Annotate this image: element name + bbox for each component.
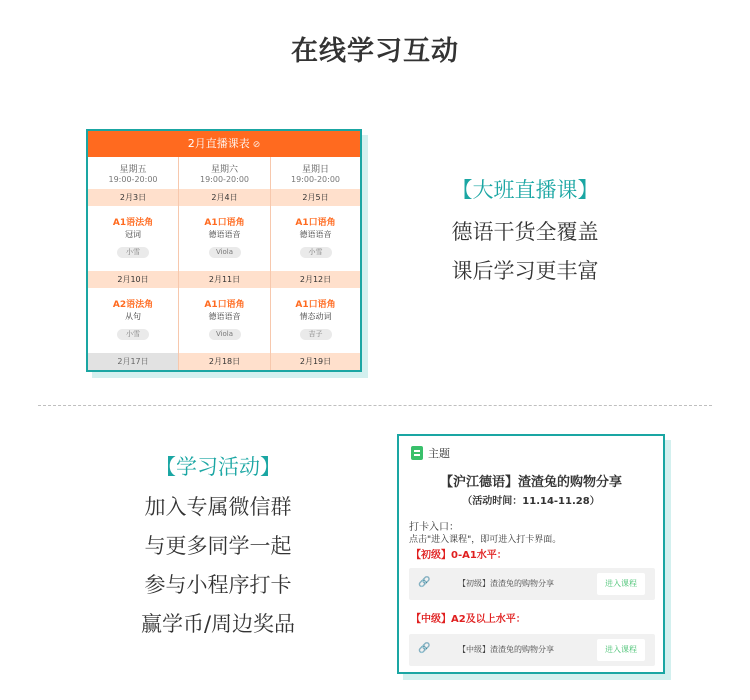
theme-label: 主题 bbox=[428, 447, 450, 460]
date-label: 2月10日 bbox=[88, 271, 178, 288]
course-name[interactable]: A1口语角 bbox=[204, 300, 245, 310]
big-class-block bbox=[420, 175, 630, 291]
big-class-line: 课后学习更丰富 bbox=[451, 259, 599, 283]
course-name[interactable]: A1口语角 bbox=[204, 218, 245, 228]
date-label: 2月5日 bbox=[271, 189, 360, 206]
day-time: 19:00-20:00 bbox=[108, 175, 158, 184]
note-icon bbox=[411, 446, 423, 460]
big-class-heading: 【大班直播课】 bbox=[451, 178, 599, 202]
date-label: 2月12日 bbox=[271, 271, 360, 288]
course-topic: 德语语音 bbox=[299, 230, 332, 239]
date-label: 2月18日 bbox=[179, 353, 270, 370]
checkin-hint: 点击"进入课程"，即可进入打卡界面。 bbox=[409, 535, 562, 545]
schedule-column-saturday bbox=[179, 157, 271, 370]
date-label: 2月17日 bbox=[88, 353, 178, 370]
activities-block bbox=[113, 452, 323, 644]
schedule-card bbox=[86, 129, 362, 372]
activities-line: 赢学币/周边奖品 bbox=[140, 612, 296, 636]
teacher-badge: 小雪 bbox=[117, 247, 149, 258]
date-label: 2月3日 bbox=[88, 189, 178, 206]
schedule-column-sunday bbox=[271, 157, 360, 370]
activity-card bbox=[397, 434, 665, 674]
link-icon: 🔗 bbox=[418, 577, 431, 588]
course-topic: 冠词 bbox=[125, 230, 141, 239]
day-time: 19:00-20:00 bbox=[291, 175, 340, 184]
level-label-intermediate: 【中级】A2及以上水平： bbox=[411, 614, 526, 625]
enter-course-button[interactable]: 进入课程 bbox=[597, 639, 645, 661]
teacher-badge: Viola bbox=[209, 247, 241, 258]
course-topic: 从句 bbox=[125, 312, 141, 321]
course-entry-beginner[interactable] bbox=[409, 568, 655, 600]
entry-text: 【初级】渣渣兔的购物分享 bbox=[458, 579, 554, 588]
activities-line: 加入专属微信群 bbox=[144, 495, 292, 519]
date-label: 2月19日 bbox=[271, 353, 360, 370]
activities-line: 参与小程序打卡 bbox=[144, 573, 292, 597]
level-label-beginner: 【初级】0-A1水平： bbox=[411, 550, 507, 561]
entry-text: 【中级】渣渣兔的购物分享 bbox=[458, 645, 554, 654]
edit-icon: ⊘ bbox=[252, 140, 261, 150]
course-entry-intermediate[interactable] bbox=[409, 634, 655, 666]
schedule-header bbox=[88, 131, 360, 157]
date-label: 2月11日 bbox=[179, 271, 270, 288]
enter-course-button[interactable]: 进入课程 bbox=[597, 573, 645, 595]
course-topic: 德语语音 bbox=[208, 230, 241, 239]
day-name: 星期六 bbox=[210, 165, 238, 175]
course-name[interactable]: A1口语角 bbox=[295, 300, 336, 310]
course-topic: 德语语音 bbox=[208, 312, 241, 321]
activity-time: （活动时间：11.14-11.28） bbox=[462, 496, 600, 507]
link-icon: 🔗 bbox=[418, 643, 431, 654]
teacher-badge: 吉子 bbox=[300, 329, 332, 340]
activity-title: 【沪江德语】渣渣兔的购物分享 bbox=[439, 475, 622, 490]
course-topic: 情态动词 bbox=[299, 312, 332, 321]
day-time: 19:00-20:00 bbox=[200, 175, 249, 184]
activities-heading: 【学习活动】 bbox=[155, 455, 281, 479]
schedule-header-title: 2月直播课表 bbox=[187, 137, 250, 150]
schedule-column-friday bbox=[88, 157, 179, 370]
checkin-label: 打卡入口： bbox=[409, 522, 459, 533]
page-title-wrap bbox=[0, 34, 750, 70]
section-divider bbox=[38, 405, 712, 406]
date-label: 2月4日 bbox=[179, 189, 270, 206]
page-title: 在线学习互动 bbox=[287, 34, 463, 70]
day-name: 星期日 bbox=[301, 165, 329, 175]
course-name[interactable]: A1语法角 bbox=[112, 218, 154, 228]
teacher-badge: 小雪 bbox=[300, 247, 332, 258]
activities-line: 与更多同学一起 bbox=[144, 534, 292, 558]
course-name[interactable]: A1口语角 bbox=[295, 218, 336, 228]
theme-row bbox=[411, 445, 450, 461]
teacher-badge: 小雪 bbox=[117, 329, 149, 340]
teacher-badge: Viola bbox=[209, 329, 241, 340]
day-name: 星期五 bbox=[119, 165, 147, 175]
big-class-line: 德语干货全覆盖 bbox=[451, 220, 599, 244]
course-name[interactable]: A2语法角 bbox=[112, 300, 154, 310]
